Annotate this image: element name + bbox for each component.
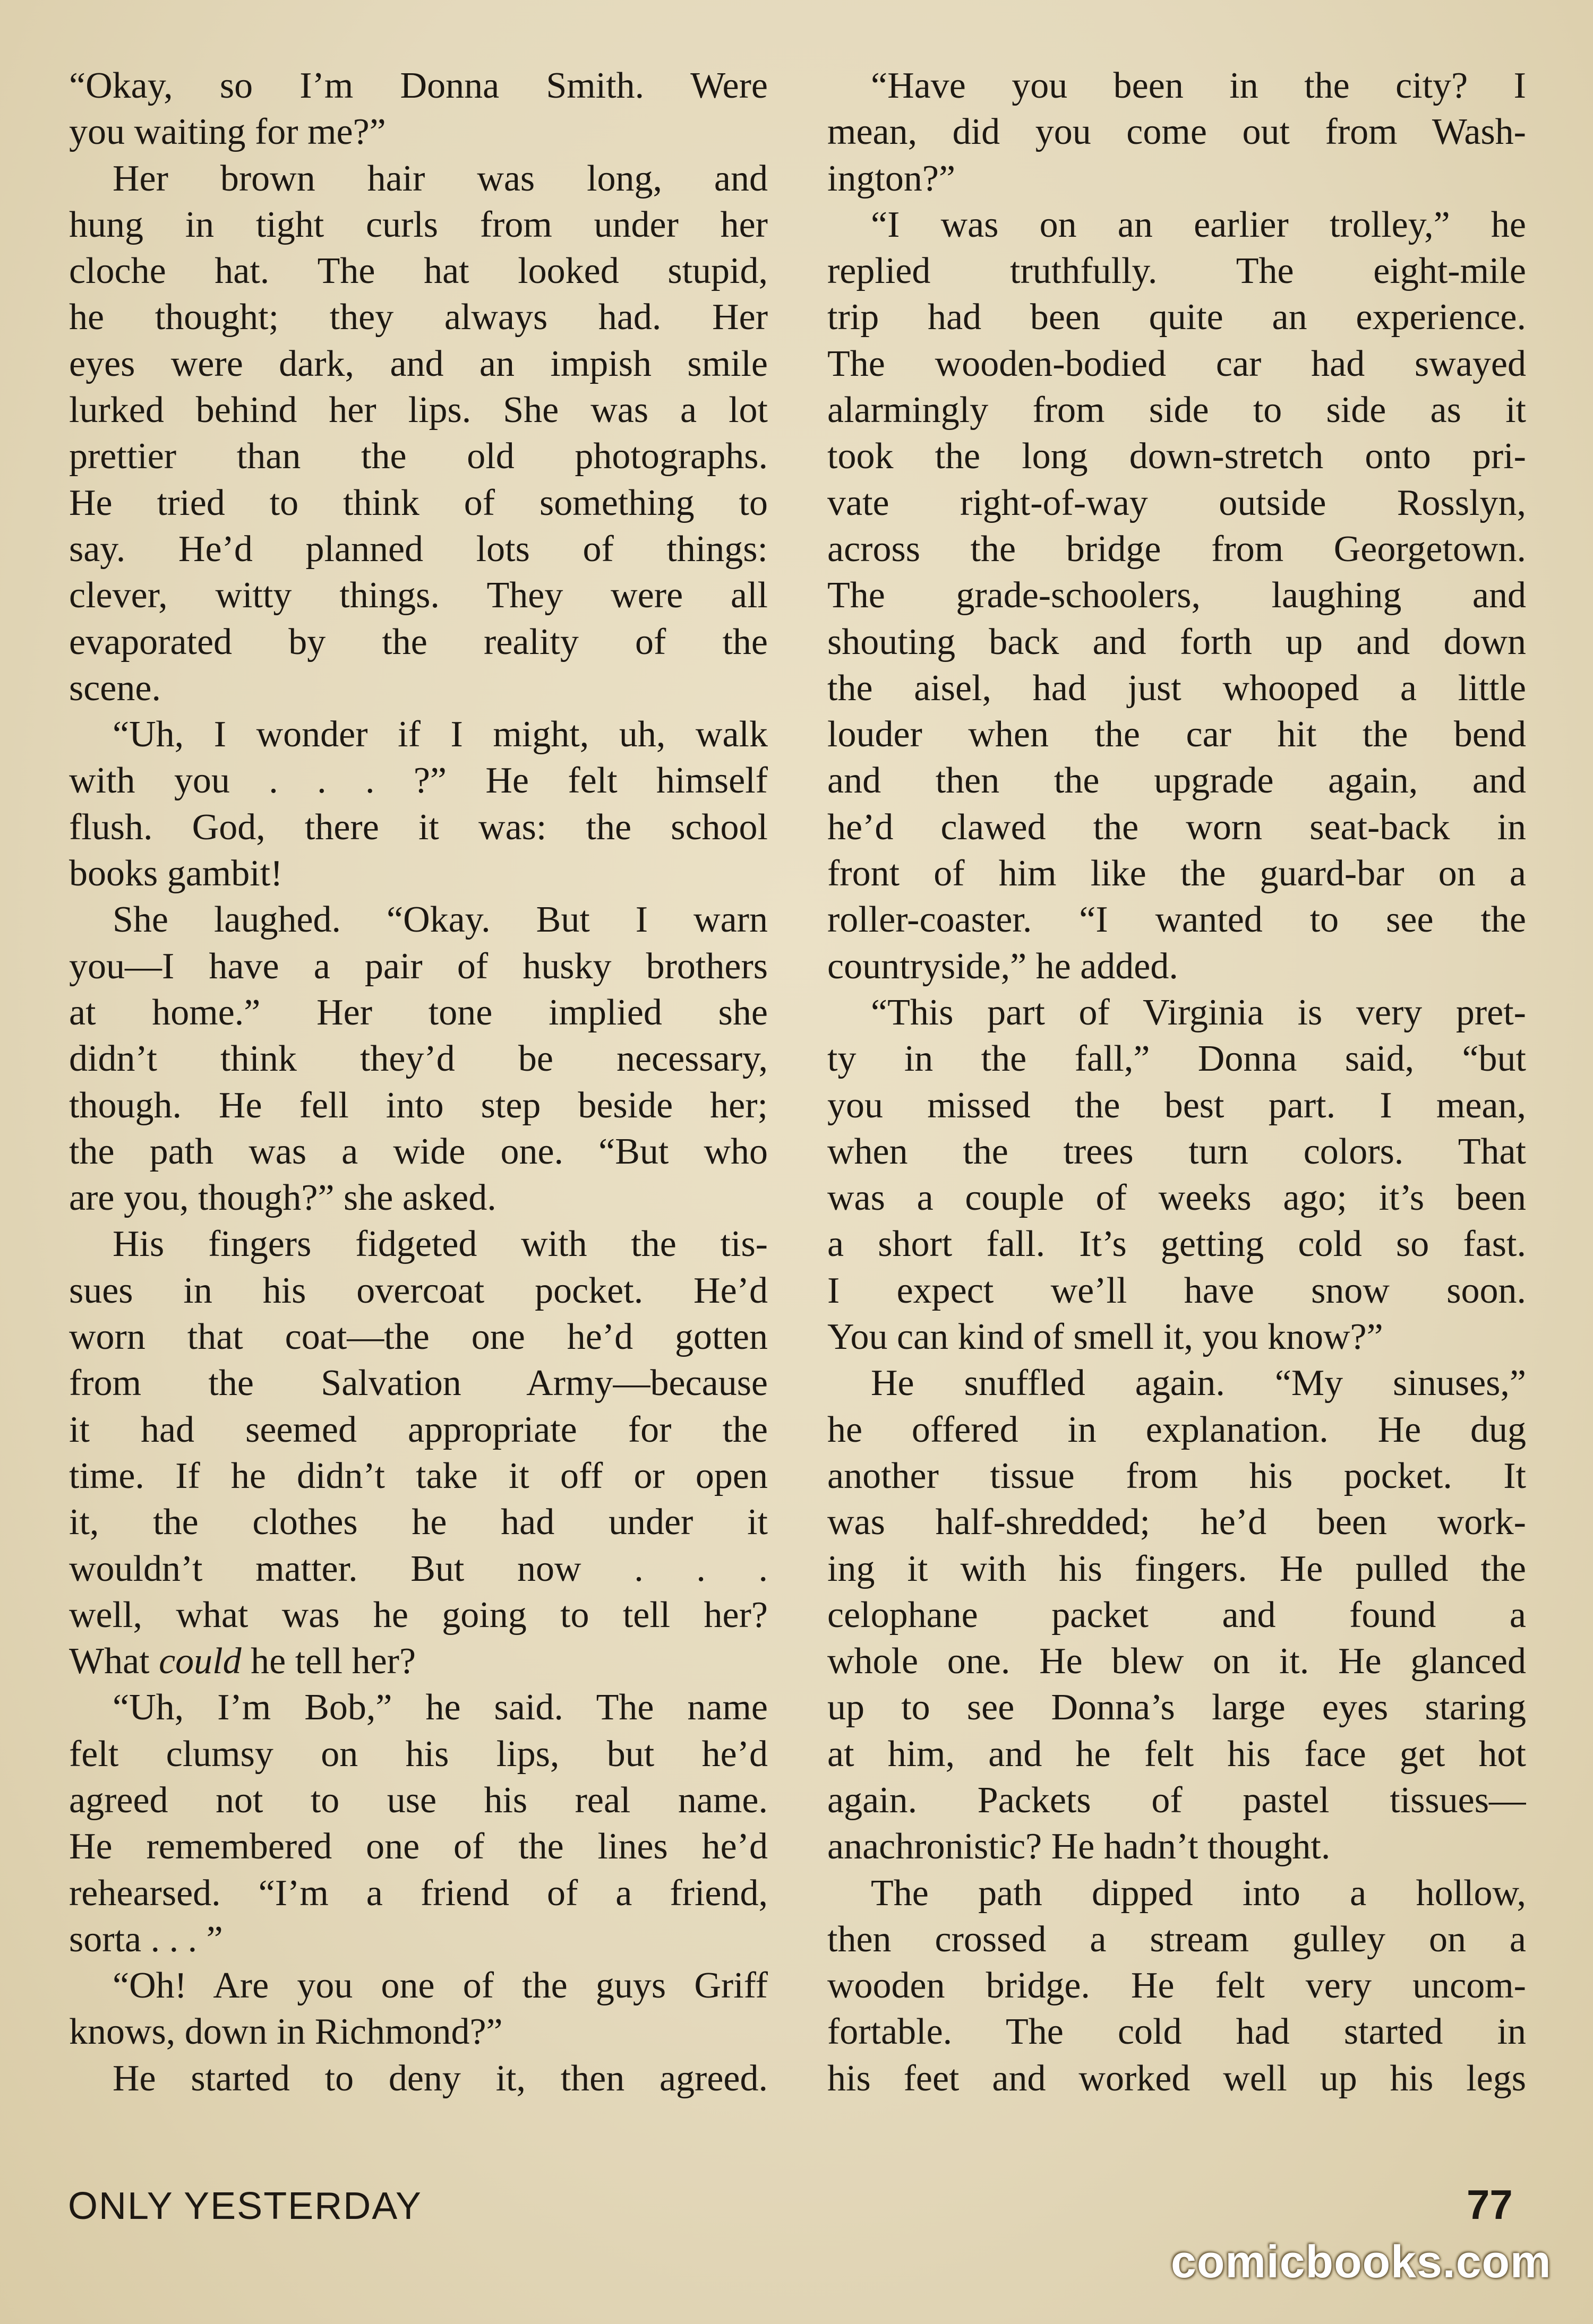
text-line: another tissue from his pocket. It — [827, 1455, 1526, 1496]
text-line: wooden bridge. He felt very uncom- — [827, 1965, 1526, 2007]
text-line: knows, down in Richmond?” — [69, 2011, 503, 2053]
text-line: “Okay, so I’m Donna Smith. Were — [69, 65, 768, 106]
text-line: and then the upgrade again, and — [827, 760, 1526, 802]
text-line: at him, and he felt his face get hot — [827, 1733, 1526, 1775]
text-line: it, the clothes he had under it — [69, 1502, 768, 1543]
text-line: you waiting for me?” — [69, 111, 386, 153]
text-line: was a couple of weeks ago; it’s been — [827, 1177, 1526, 1219]
text-line: books gambit! — [69, 853, 283, 894]
text-line: though. He fell into step beside her; — [69, 1084, 768, 1126]
text-line: fortable. The cold had started in — [827, 2011, 1526, 2053]
text-line: His fingers fidgeted with the tis- — [113, 1224, 768, 1265]
text-line: mean, did you come out from Wash- — [827, 111, 1526, 153]
text-line: cloche hat. The hat looked stupid, — [69, 251, 768, 292]
text-line: “Uh, I wonder if I might, uh, walk — [113, 714, 768, 755]
text-line: hung in tight curls from under her — [69, 204, 768, 245]
text-line: louder when the car hit the bend — [827, 714, 1526, 755]
text-line: What could he tell her? — [69, 1641, 416, 1682]
text-line: He remembered one of the lines he’d — [69, 1826, 768, 1867]
text-line: wouldn’t matter. But now . . . — [69, 1548, 768, 1589]
text-line: it had seemed appropriate for the — [69, 1409, 768, 1450]
text-line: anachronistic? He hadn’t thought. — [827, 1826, 1331, 1867]
text-line: took the long down-stretch onto pri- — [827, 436, 1526, 477]
text-line: “Oh! Are you one of the guys Griff — [113, 1965, 768, 2007]
text-line: he offered in explanation. He dug — [827, 1409, 1526, 1450]
text-line: ing it with his fingers. He pulled the — [827, 1548, 1526, 1589]
text-line: with you . . . ?” He felt himself — [69, 760, 768, 802]
text-line: again. Packets of pastel tissues— — [827, 1779, 1526, 1821]
text-line: the aisel, had just whooped a little — [827, 667, 1526, 709]
text-line: The path dipped into a hollow, — [871, 1872, 1526, 1914]
text-line: when the trees turn colors. That — [827, 1131, 1526, 1172]
text-line: you—I have a pair of husky brothers — [69, 945, 768, 987]
text-line: didn’t think they’d be necessary, — [69, 1038, 768, 1080]
text-line: replied truthfully. The eight-mile — [827, 251, 1526, 292]
text-line: he’d clawed the worn seat-back in — [827, 806, 1526, 848]
text-line: felt clumsy on his lips, but he’d — [69, 1733, 768, 1775]
text-line: vate right-of-way outside Rosslyn, — [827, 482, 1526, 523]
text-line: time. If he didn’t take it off or open — [69, 1455, 768, 1496]
text-line: sues in his overcoat pocket. He’d — [69, 1270, 768, 1311]
text-line: He snuffled again. “My sinuses,” — [871, 1363, 1526, 1404]
text-line: eyes were dark, and an impish smile — [69, 343, 768, 384]
text-line: “Uh, I’m Bob,” he said. The name — [113, 1687, 768, 1728]
text-line: He tried to think of something to — [69, 482, 768, 523]
text-line: up to see Donna’s large eyes staring — [827, 1687, 1526, 1728]
text-line: Her brown hair was long, and — [113, 158, 768, 199]
text-line: I expect we’ll have snow soon. — [827, 1270, 1526, 1311]
text-line: countryside,” he added. — [827, 945, 1178, 987]
text-line: prettier than the old photographs. — [69, 436, 768, 477]
text-line: ington?” — [827, 158, 956, 199]
text-line: worn that coat—the one he’d gotten — [69, 1316, 768, 1358]
text-line: from the Salvation Army—because — [69, 1363, 768, 1404]
text-line: scene. — [69, 667, 161, 709]
text-line: whole one. He blew on it. He glanced — [827, 1641, 1526, 1682]
text-line: celophane packet and found a — [827, 1594, 1526, 1636]
text-line: clever, witty things. They were all — [69, 575, 768, 616]
text-line: She laughed. “Okay. But I warn — [113, 899, 768, 941]
text-line: you missed the best part. I mean, — [827, 1084, 1526, 1126]
text-line: he thought; they always had. Her — [69, 297, 768, 338]
text-line: his feet and worked well up his legs — [827, 2058, 1526, 2099]
text-line: well, what was he going to tell her? — [69, 1594, 768, 1636]
text-line: shouting back and forth up and down — [827, 621, 1526, 662]
text-line: say. He’d planned lots of things: — [69, 528, 768, 570]
text-line: front of him like the guard-bar on a — [827, 853, 1526, 894]
text-line: rehearsed. “I’m a friend of a friend, — [69, 1872, 768, 1914]
text-line: The wooden-bodied car had swayed — [827, 343, 1526, 384]
text-line: flush. God, there it was: the school — [69, 806, 768, 848]
text-line: then crossed a stream gulley on a — [827, 1918, 1526, 1960]
text-line: You can kind of smell it, you know?” — [827, 1316, 1383, 1358]
text-line: a short fall. It’s getting cold so fast. — [827, 1224, 1526, 1265]
running-footer-title: ONLY YESTERDAY — [68, 2185, 422, 2227]
text-line: The grade-schoolers, laughing and — [827, 575, 1526, 616]
text-line: are you, though?” she asked. — [69, 1177, 496, 1219]
page-number: 77 — [1467, 2181, 1513, 2228]
text-line: trip had been quite an experience. — [827, 297, 1526, 338]
text-line: at home.” Her tone implied she — [69, 992, 768, 1033]
left-text-column — [69, 63, 768, 2102]
text-line: “I was on an earlier trolley,” he — [871, 204, 1526, 245]
text-line: “This part of Virginia is very pret- — [871, 992, 1526, 1033]
text-line: alarmingly from side to side as it — [827, 390, 1526, 431]
text-line: He started to deny it, then agreed. — [113, 2058, 768, 2099]
text-line: across the bridge from Georgetown. — [827, 528, 1526, 570]
watermark: comicbooks.com — [1171, 2236, 1552, 2287]
right-text-column — [827, 63, 1526, 2102]
text-line: was half-shredded; he’d been work- — [827, 1502, 1526, 1543]
text-line: the path was a wide one. “But who — [69, 1131, 768, 1172]
text-line: sorta . . . ” — [69, 1918, 223, 1960]
text-line: lurked behind her lips. She was a lot — [69, 390, 768, 431]
text-line: “Have you been in the city? I — [871, 65, 1526, 106]
text-line: roller-coaster. “I wanted to see the — [827, 899, 1526, 941]
text-line: evaporated by the reality of the — [69, 621, 768, 662]
text-line: ty in the fall,” Donna said, “but — [827, 1038, 1526, 1080]
text-line: agreed not to use his real name. — [69, 1779, 768, 1821]
